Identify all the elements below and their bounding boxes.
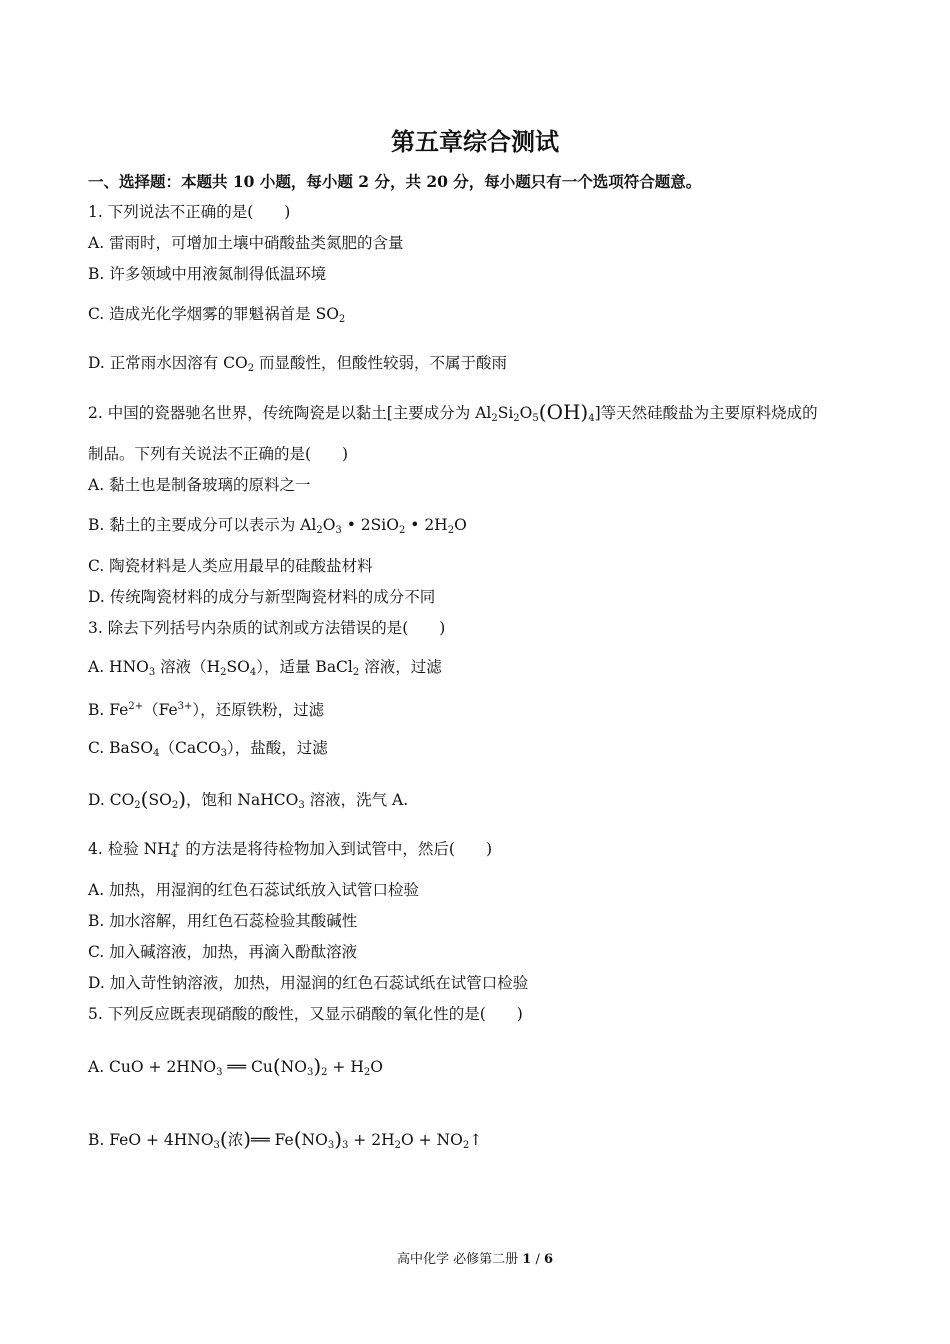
question-4-option-c: C. 加入碱溶液，加热，再滴入酚酞溶液	[88, 943, 358, 961]
page-number: 1	[522, 1252, 532, 1267]
question-5-stem: 5. 下列反应既表现硝酸的酸性，又显示硝酸的氧化性的是( )	[88, 1005, 523, 1023]
page-footer: 高中化学 必修第二册 1 / 6	[396, 1252, 554, 1267]
section-heading: 一、选择题：本题共 10 小题，每小题 2 分，共 20 分，每小题只有一个选项符合题意。	[88, 172, 702, 191]
question-3-option-a: A. $HNO_3$ 溶液$(H_2SO_4)$，适量 BaCl$_2$ 溶液，过滤	[88, 658, 442, 678]
question-2-option-b: B. 黏土的主要成分可以表示为 $Al_2O_3$ • 2SiO$_2$ • $2H_2O$	[88, 516, 467, 536]
question-2-option-c: C. 陶瓷材料是人类应用最早的硅酸盐材料	[88, 557, 373, 575]
question-5-option-b: B. FeO + $4HNO_3$(浓)══ $Fe(NO_3)_3 + 2H_2O$ + $NO_2↑$	[88, 1127, 483, 1151]
question-3-option-c: C. BaSO$_4$（CaCO$_3$），盐酸，过滤	[88, 739, 328, 759]
question-4-option-d: D. 加入苛性钠溶液，加热，用湿润的红色石蕊试纸在试管口检验	[88, 974, 529, 992]
question-1-stem: 1. 下列说法不正确的是( )	[88, 203, 291, 221]
question-4-option-b: B. 加水溶解，用红色石蕊检验其酸碱性	[88, 912, 358, 930]
question-3-option-d: D. $CO_2(SO_2)$，饱和 NaHCO$_3$ 溶液，洗气 A.	[88, 787, 409, 811]
question-5-option-a: A. CuO + $2HNO_3$ ══ $Cu(NO_3)_2 + H_2O$	[88, 1054, 383, 1078]
question-1-option-c: C. 造成光化学烟雾的罪魁祸首是 $SO_2$	[88, 305, 346, 325]
question-2-stem: 2. 中国的瓷器驰名世界，传统陶瓷是以黏土[主要成分为 $Al_2Si_2O_5(OH)_4$]等天然硅酸盐为主要原料烧成的	[88, 400, 818, 424]
question-3-option-b: B. $Fe^{2+}(Fe^{3+})$，还原铁粉，过滤	[88, 701, 325, 719]
page-title: 第五章综合测试	[391, 127, 559, 156]
question-4-option-a: A. 加热，用湿润的红色石蕊试纸放入试管口检验	[88, 881, 420, 899]
question-1-option-a: A. 雷雨时，可增加土壤中硝酸盐类氮肥的含量	[88, 234, 404, 252]
page-total: 6	[543, 1252, 554, 1267]
question-1-option-b: B. 许多领域中用液氮制得低温环境	[88, 265, 327, 283]
question-1-option-d: D. 正常雨水因溶有 $CO_2$ 而显酸性，但酸性较弱，不属于酸雨	[88, 354, 508, 374]
footer-text: 高中化学 必修第二册	[396, 1252, 519, 1267]
question-3-stem: 3. 除去下列括号内杂质的试剂或方法错误的是( )	[88, 619, 446, 637]
question-2-stem-continued: 制品。下列有关说法不正确的是( )	[88, 445, 349, 463]
question-4-stem: 4. 检验 $NH_4^+$ 的方法是将待检物加入到试管中，然后( )	[88, 840, 493, 860]
question-2-option-d: D. 传统陶瓷材料的成分与新型陶瓷材料的成分不同	[88, 588, 436, 606]
question-2-option-a: A. 黏土也是制备玻璃的原料之一	[88, 476, 311, 494]
